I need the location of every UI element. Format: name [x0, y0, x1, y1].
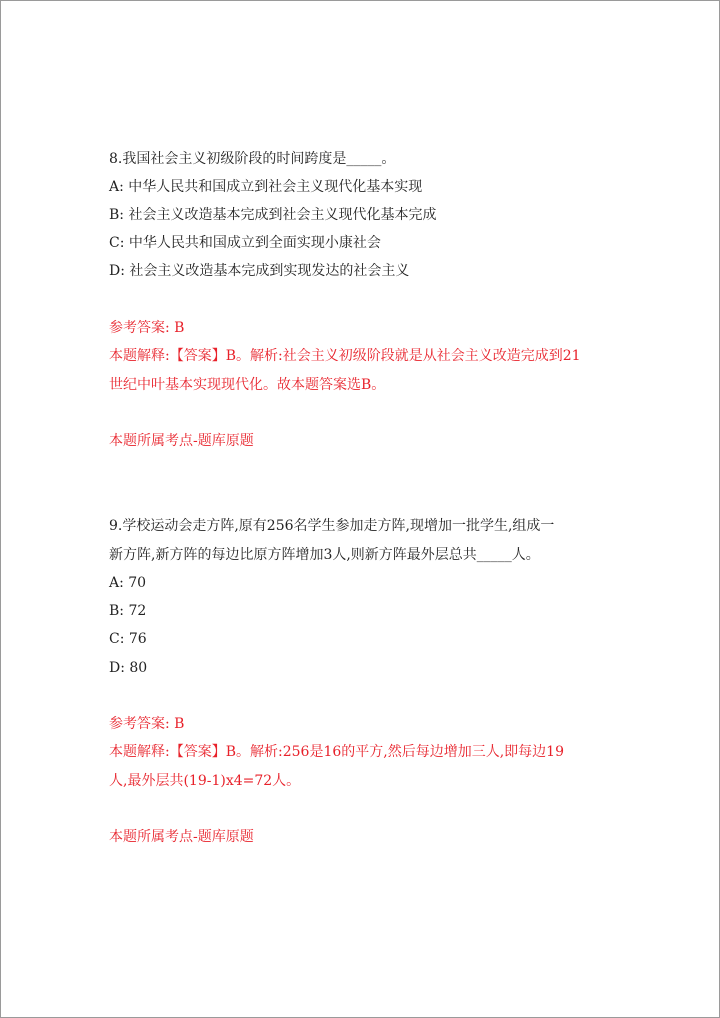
question-9-explanation-line-2: 人,最外层共(19-1)x4=72人。	[109, 773, 301, 789]
question-8-explanation-line-2: 世纪中叶基本实现现代化。故本题答案选B。	[109, 377, 386, 393]
question-9-stem-line-2: 新方阵,新方阵的每边比原方阵增加3人,则新方阵最外层总共_____人。	[109, 547, 540, 563]
question-9-option-b: B: 72	[109, 603, 147, 619]
question-8-answer: 参考答案: B	[109, 320, 185, 336]
question-9-option-a: A: 70	[109, 575, 147, 591]
question-9-answer: 参考答案: B	[109, 716, 185, 732]
question-9-option-d: D: 80	[109, 660, 148, 676]
question-8-option-c: C: 中华人民共和国成立到全面实现小康社会	[109, 235, 381, 251]
question-9-source: 本题所属考点-题库原题	[109, 829, 254, 845]
question-8-explanation-line-1: 本题解释:【答案】B。解析:社会主义初级阶段就是从社会主义改造完成到21	[109, 348, 581, 364]
question-8-option-a: A: 中华人民共和国成立到社会主义现代化基本实现	[109, 179, 423, 195]
question-9-stem-line-1: 9.学校运动会走方阵,原有256名学生参加走方阵,现增加一批学生,组成一	[109, 518, 555, 534]
question-8-source: 本题所属考点-题库原题	[109, 433, 254, 449]
question-8-stem: 8.我国社会主义初级阶段的时间跨度是_____。	[109, 151, 396, 167]
question-9-explanation-line-1: 本题解释:【答案】B。解析:256是16的平方,然后每边增加三人,即每边19	[109, 744, 564, 760]
question-8-option-b: B: 社会主义改造基本完成到社会主义现代化基本完成	[109, 207, 437, 223]
question-9-option-c: C: 76	[109, 631, 147, 647]
question-8-option-d: D: 社会主义改造基本完成到实现发达的社会主义	[109, 263, 410, 279]
